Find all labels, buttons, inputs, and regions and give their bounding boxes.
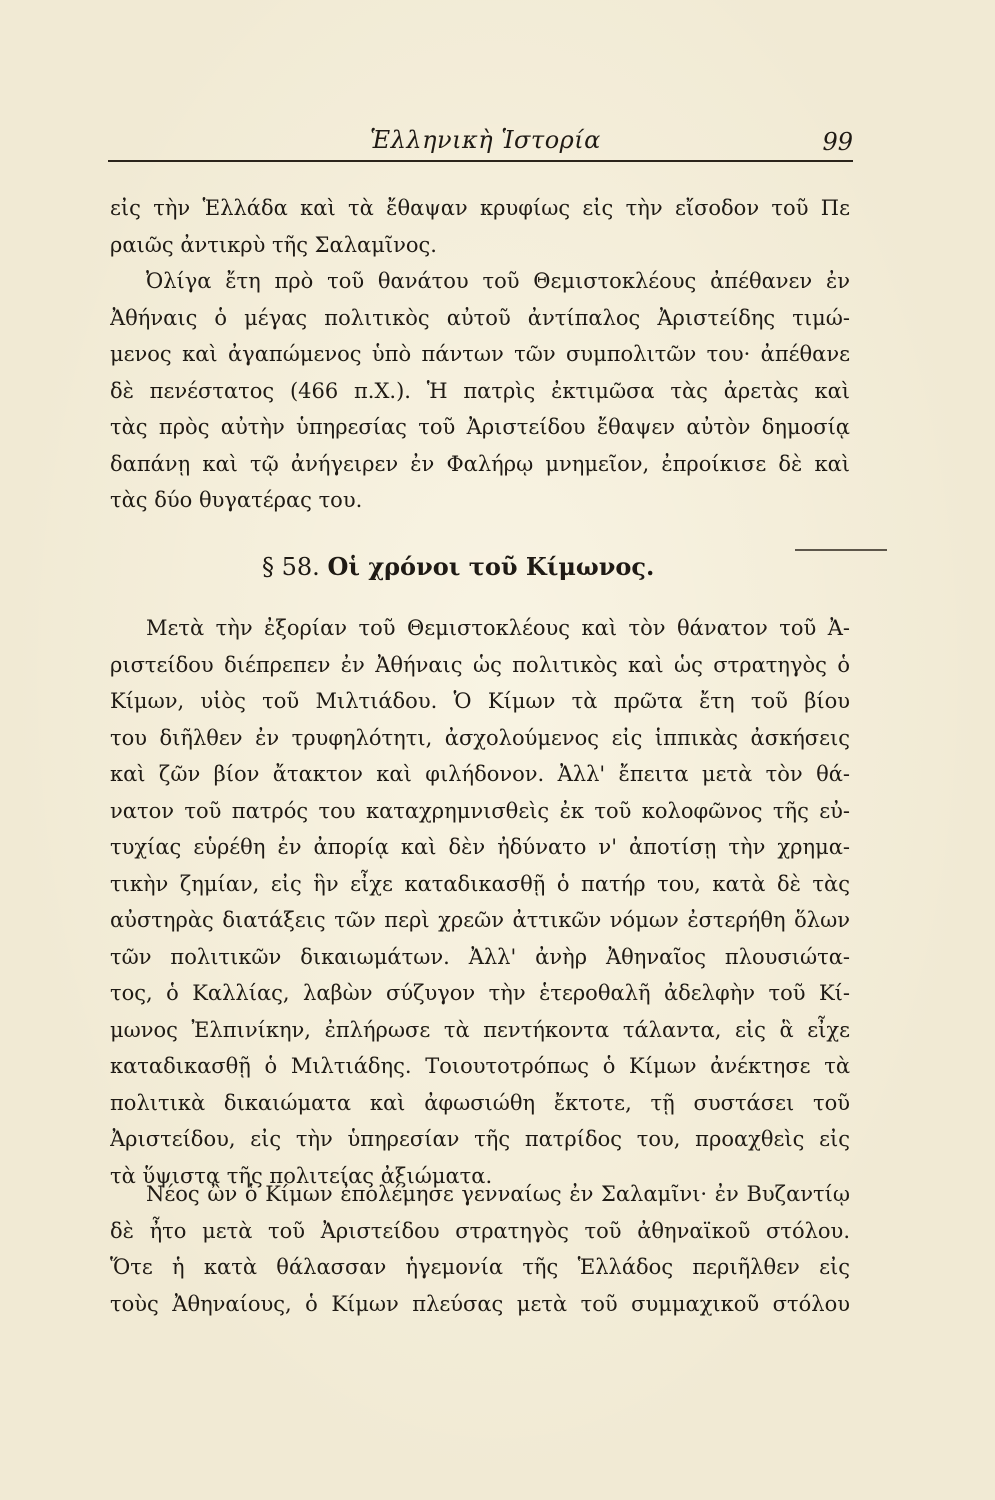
text-line: τῶν πολιτικῶν δικαιωμάτων. Ἀλλ' ἀνὴρ Ἀθηναῖος πλουσιώτα- [110, 944, 850, 969]
text-line: νατον τοῦ πατρός του καταχρημνισθεὶς ἐκ τοῦ κολοφῶνος τῆς εὐ- [110, 798, 850, 823]
section-number: § 58. [262, 553, 320, 581]
header-rule [108, 160, 853, 162]
text-line: του διῆλθεν ἐν τρυφηλότητι, ἀσχολούμενος εἰς ἱππικὰς ἀσκήσεις [110, 725, 850, 750]
text-line: τὰς δύο θυγατέρας του. [110, 488, 363, 512]
text-line: ραιῶς ἀντικρὺ τῆς Σαλαμῖνος. [110, 232, 437, 257]
text-line: Ἀριστείδου, εἰς τὴν ὑπηρεσίαν τῆς πατρίδος του, προαχθεὶς εἰς [110, 1127, 850, 1151]
page-header [108, 126, 853, 156]
text-line: καὶ ζῶν βίον ἄτακτον καὶ φιλήδονον. Ἀλλ' ἔπειτα μετὰ τὸν θά- [110, 762, 850, 786]
paragraph-continuation [110, 190, 850, 263]
text-line: πολιτικὰ δικαιώματα καὶ ἀφωσιώθη ἔκτοτε, τῇ συστάσει τοῦ [110, 1090, 850, 1115]
text-line: τικὴν ζημίαν, εἰς ἣν εἶχε καταδικασθῇ ὁ πατήρ του, κατὰ δὲ τὰς [110, 871, 850, 896]
text-line: εἰς τὴν Ἑλλάδα καὶ τὰ ἔθαψαν κρυφίως εἰς τὴν εἴσοδον τοῦ Πε [110, 196, 850, 220]
page-number: 99 [822, 128, 853, 156]
text-line: αὐστηρὰς διατάξεις τῶν περὶ χρεῶν ἀττικῶν νόμων ἐστερήθη ὅλων [110, 908, 850, 932]
text-line: Ὀλίγα ἔτη πρὸ τοῦ θανάτου τοῦ Θεμιστοκλέους ἀπέθανεν ἐν [146, 269, 850, 293]
text-line: Ἀθήναις ὁ μέγας πολιτικὸς αὐτοῦ ἀντίπαλος Ἀριστείδης τιμώ- [110, 305, 850, 330]
text-line: Μετὰ τὴν ἐξορίαν τοῦ Θεμιστοκλέους καὶ τὸν θάνατον τοῦ Ἀ- [146, 616, 850, 640]
text-line: τὰς πρὸς αὐτὴν ὑπηρεσίας τοῦ Ἀριστείδου ἔθαψεν αὐτὸν δημοσίᾳ [110, 415, 850, 439]
text-line: δὲ πενέστατος (466 π.Χ.). Ἡ πατρὶς ἐκτιμῶσα τὰς ἀρετὰς καὶ [110, 378, 850, 403]
text-line: Νέος ὢν ὁ Κίμων ἐπολέμησε γενναίως ἐν Σαλαμῖνι· ἐν Βυζαντίῳ [146, 1182, 850, 1206]
text-line: Κίμων, υἱὸς τοῦ Μιλτιάδου. Ὁ Κίμων τὰ πρῶτα ἔτη τοῦ βίου [110, 689, 850, 713]
text-line: τυχίας εὑρέθη ἐν ἀπορίᾳ καὶ δὲν ἠδύνατο ν' ἀποτίσῃ τὴν χρημα- [110, 835, 850, 859]
heading-rule [795, 549, 887, 551]
section-title: Οἱ χρόνοι τοῦ Κίμωνος. [327, 552, 655, 581]
text-line: ριστείδου διέπρεπεν ἐν Ἀθήναις ὡς πολιτικὸς καὶ ὡς στρατηγὸς ὁ [110, 652, 850, 677]
paragraph-kimon-campaigns [110, 1176, 850, 1322]
text-line: τος, ὁ Καλλίας, λαβὼν σύζυγον τὴν ἑτεροθαλῆ ἀδελφὴν τοῦ Κί- [110, 981, 850, 1005]
running-title: Ἑλληνικὴ Ἱστορία [370, 126, 601, 154]
section-heading [262, 552, 654, 581]
text-line: μενος καὶ ἀγαπώμενος ὑπὸ πάντων τῶν συμπολιτῶν του· ἀπέθανε [110, 342, 850, 366]
paragraph-aristeides [110, 263, 850, 519]
paragraph-kimon-early-life [110, 610, 850, 1194]
text-line: δὲ ἦτο μετὰ τοῦ Ἀριστείδου στρατηγὸς τοῦ ἀθηναϊκοῦ στόλου. [110, 1218, 850, 1243]
text-line: δαπάνῃ καὶ τῷ ἀνήγειρεν ἐν Φαλήρῳ μνημεῖον, ἐπροίκισε δὲ καὶ [110, 451, 850, 476]
text-line: τὰ ὕψιστα τῆς πολιτείας ἀξιώματα. [110, 1163, 493, 1188]
text-line: καταδικασθῇ ὁ Μιλτιάδης. Τοιουτοτρόπως ὁ Κίμων ἀνέκτησε τὰ [110, 1054, 850, 1078]
text-line: Ὅτε ἡ κατὰ θάλασσαν ἡγεμονία τῆς Ἑλλάδος περιῆλθεν εἰς [110, 1255, 850, 1279]
text-line: τοὺς Ἀθηναίους, ὁ Κίμων πλεύσας μετὰ τοῦ συμμαχικοῦ στόλου [110, 1291, 850, 1316]
text-line: μωνος Ἐλπινίκην, ἐπλήρωσε τὰ πεντήκοντα τάλαντα, εἰς ἃ εἶχε [110, 1017, 850, 1042]
